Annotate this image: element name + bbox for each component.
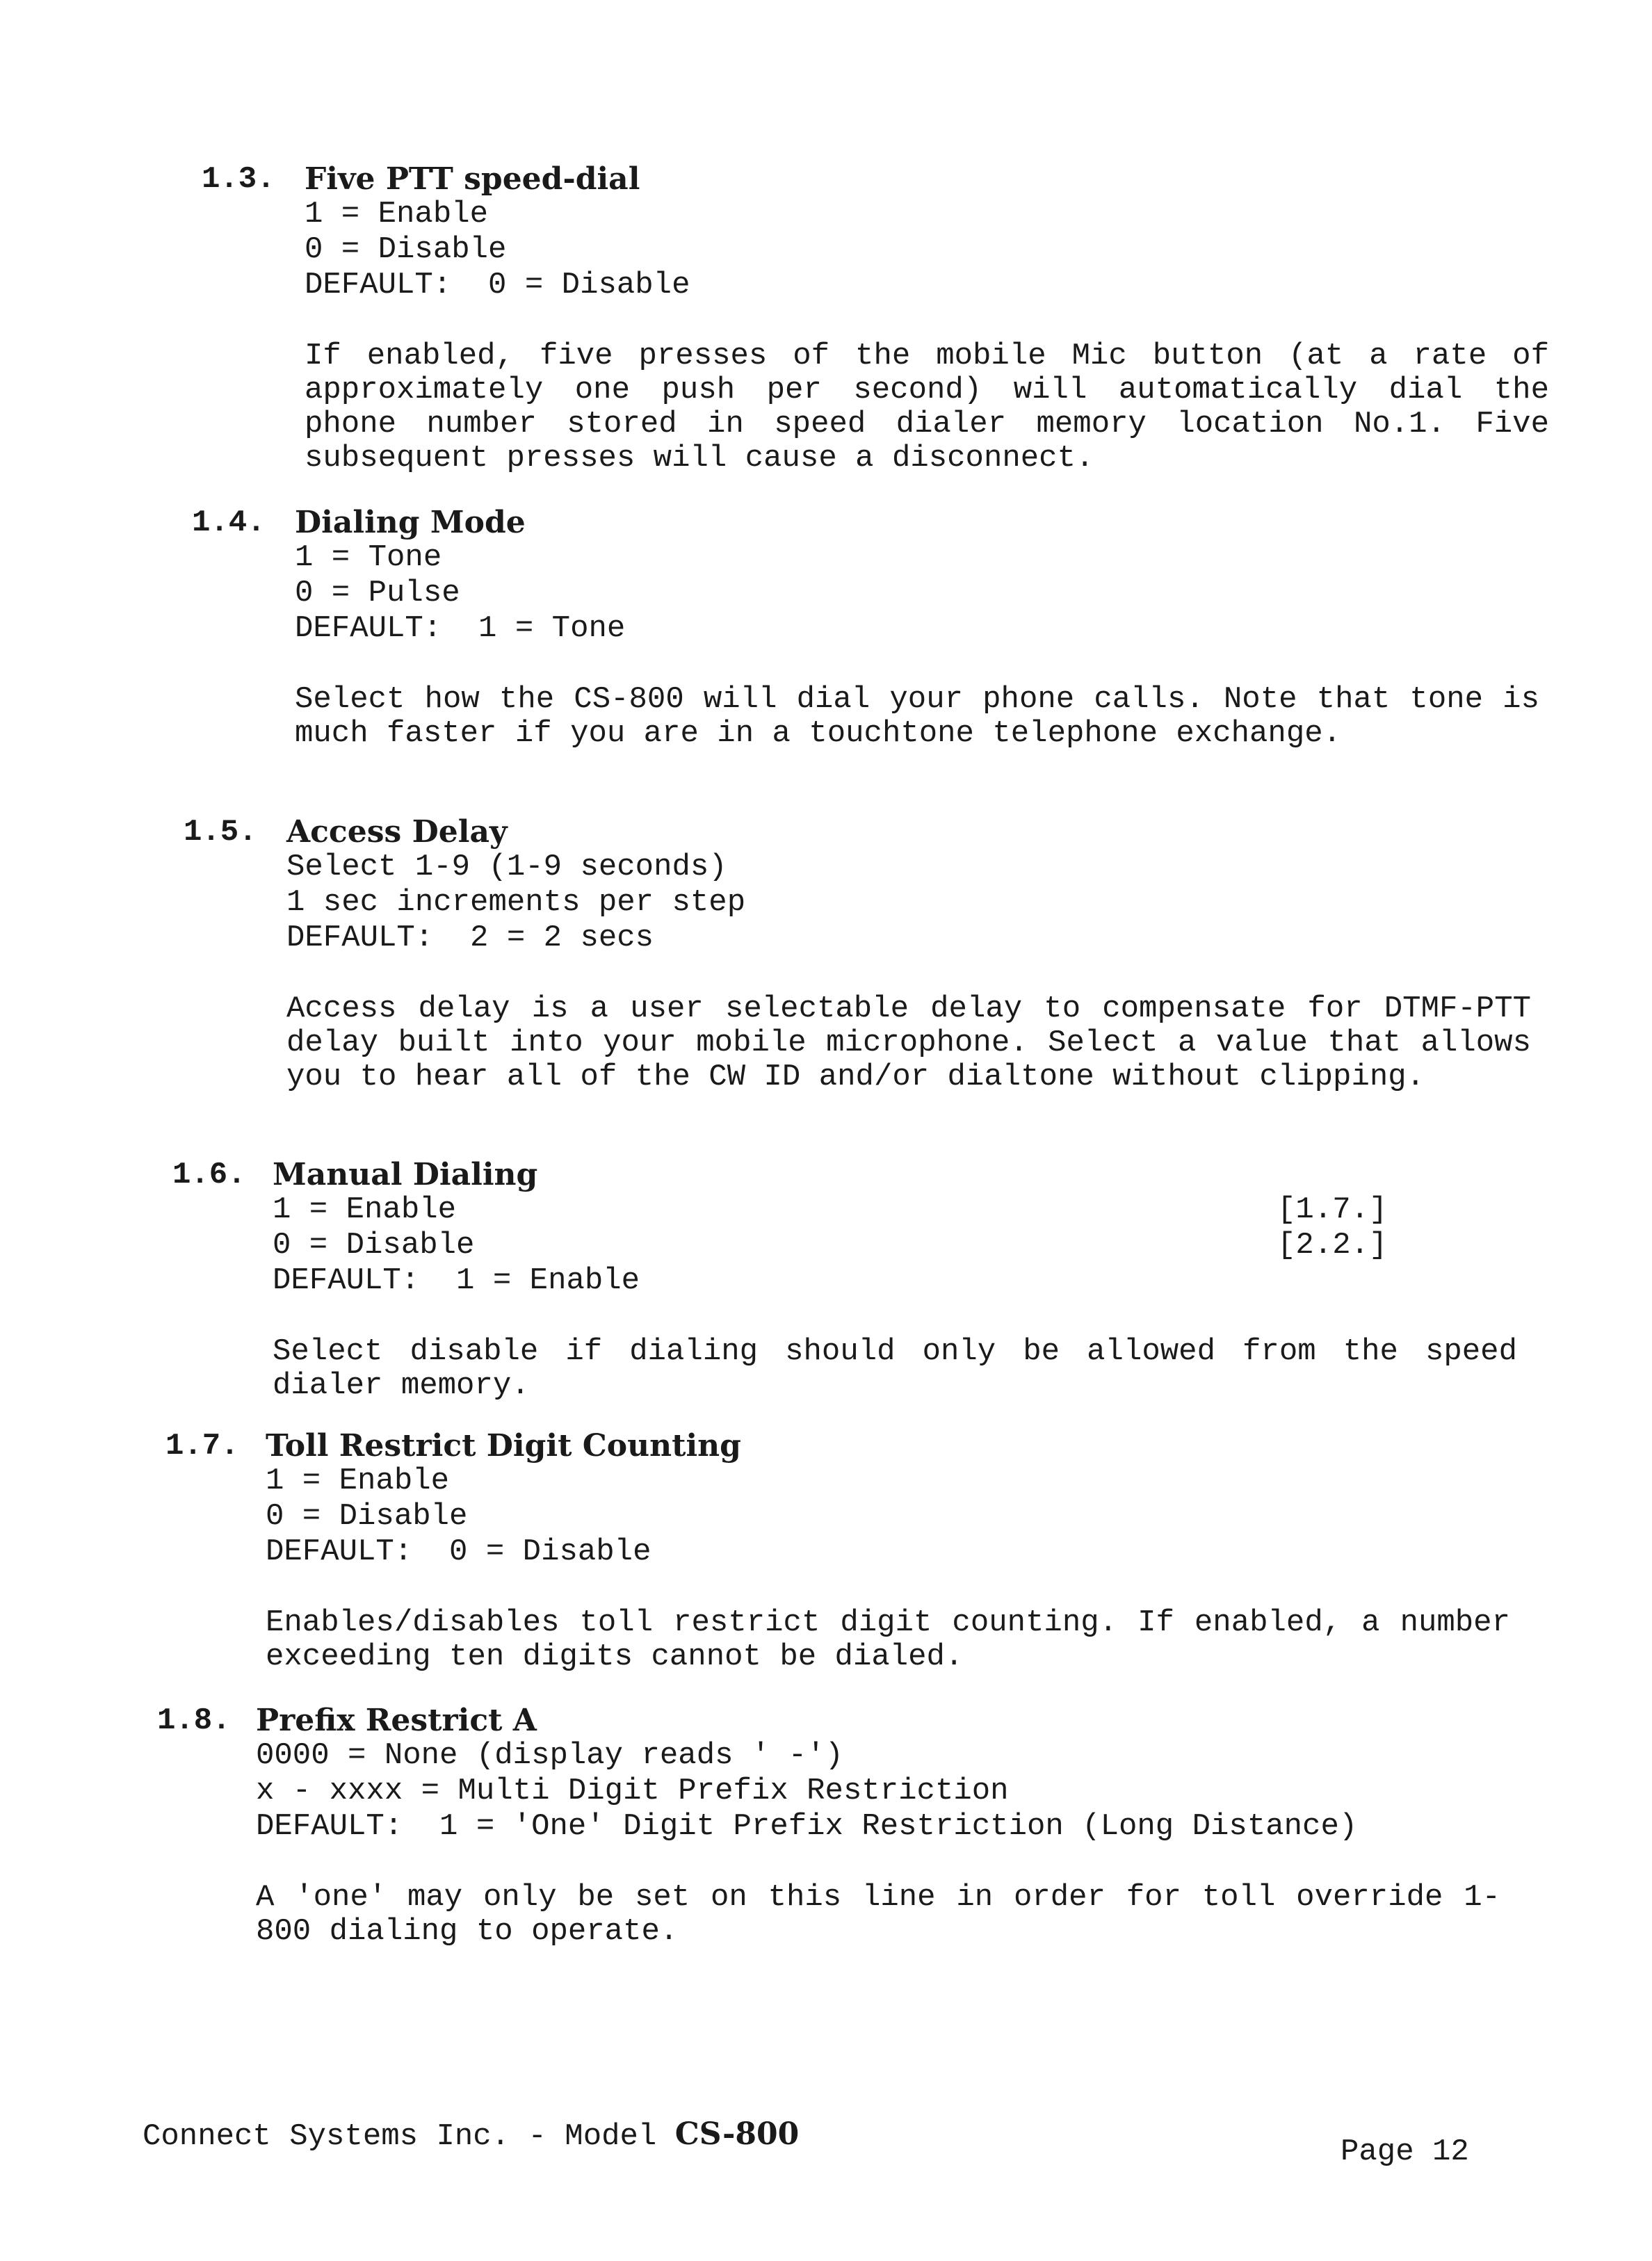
option-line: 1 = Enable bbox=[266, 1464, 450, 1498]
section-description: Select disable if dialing should only be allowed from the speed dialer memory. bbox=[273, 1334, 1517, 1403]
section-body bbox=[273, 1158, 1517, 1403]
section-title: Manual Dialing bbox=[273, 1157, 538, 1192]
option-line: 1 sec increments per step bbox=[286, 885, 746, 920]
option-line: 0 = Disable bbox=[266, 1499, 468, 1534]
option-line: 0 = Disable bbox=[273, 1228, 475, 1263]
section-title: Access Delay bbox=[286, 814, 508, 850]
section-description: Access delay is a user selectable delay to compensate for DTMF-PTT delay built into your mobile microphone. Select a value that allows you to hear all of the CW ID and/or dialtone without clipping. bbox=[286, 991, 1531, 1094]
option-line: x - xxxx = Multi Digit Prefix Restriction bbox=[256, 1774, 1009, 1808]
option-line: 1 = Enable bbox=[305, 197, 489, 232]
section-number: 1.7. bbox=[165, 1429, 239, 1464]
section-title: Five PTT speed-dial bbox=[305, 161, 640, 197]
option-line: 0000 = None (display reads ' -') bbox=[256, 1738, 843, 1773]
option-line: Select 1-9 (1-9 seconds) bbox=[286, 850, 727, 884]
cross-reference: [1.7.] bbox=[1277, 1192, 1388, 1227]
cross-references bbox=[1277, 1192, 1387, 1263]
section-number: 1.5. bbox=[184, 815, 257, 850]
section-body bbox=[295, 505, 1539, 751]
section-number: 1.8. bbox=[157, 1703, 231, 1738]
section-number: 1.4. bbox=[192, 505, 266, 540]
footer-model-name: CS-800 bbox=[674, 2116, 800, 2152]
section-number: 1.3. bbox=[202, 162, 275, 197]
section-description: Select how the CS-800 will dial your phone calls. Note that tone is much faster if you are in a touchtone telephone exchange. bbox=[295, 682, 1539, 751]
section-number: 1.6. bbox=[172, 1158, 246, 1192]
section-title: Toll Restrict Digit Counting bbox=[266, 1428, 741, 1464]
option-line: 0 = Pulse bbox=[295, 576, 460, 610]
page-number: Page 12 bbox=[1341, 2134, 1469, 2169]
cross-reference: [2.2.] bbox=[1277, 1228, 1388, 1263]
footer-company bbox=[143, 2117, 799, 2154]
default-line: DEFAULT: 1 = Enable bbox=[273, 1263, 640, 1298]
section-description: A 'one' may only be set on this line in order for toll override 1-800 dialing to operate. bbox=[256, 1880, 1500, 1949]
option-line: 1 = Tone bbox=[295, 540, 442, 575]
section-body bbox=[256, 1703, 1549, 1949]
section-body bbox=[266, 1429, 1510, 1674]
section-title: Prefix Restrict A bbox=[256, 1703, 537, 1738]
footer-company-text: Connect Systems Inc. - Model bbox=[143, 2119, 675, 2154]
option-line: 0 = Disable bbox=[305, 232, 507, 267]
section-description: Enables/disables toll restrict digit counting. If enabled, a number exceeding ten digits cannot be dialed. bbox=[266, 1605, 1510, 1674]
option-line: 1 = Enable bbox=[273, 1192, 457, 1227]
default-line: DEFAULT: 0 = Disable bbox=[266, 1534, 651, 1569]
section-description: If enabled, five presses of the mobile Mic button (at a rate of approximately one push per second) will automatically dial the phone number stored in speed dialer memory location No.1. Five subsequent presses will cause a disconnect. bbox=[305, 339, 1549, 476]
section-body bbox=[305, 162, 1549, 476]
section-title: Dialing Mode bbox=[295, 505, 526, 540]
default-line: DEFAULT: 0 = Disable bbox=[305, 268, 690, 302]
default-line: DEFAULT: 2 = 2 secs bbox=[286, 921, 654, 955]
default-line: DEFAULT: 1 = 'One' Digit Prefix Restriction (Long Distance) bbox=[256, 1809, 1358, 1844]
default-line: DEFAULT: 1 = Tone bbox=[295, 611, 626, 646]
section-body bbox=[286, 815, 1531, 1094]
